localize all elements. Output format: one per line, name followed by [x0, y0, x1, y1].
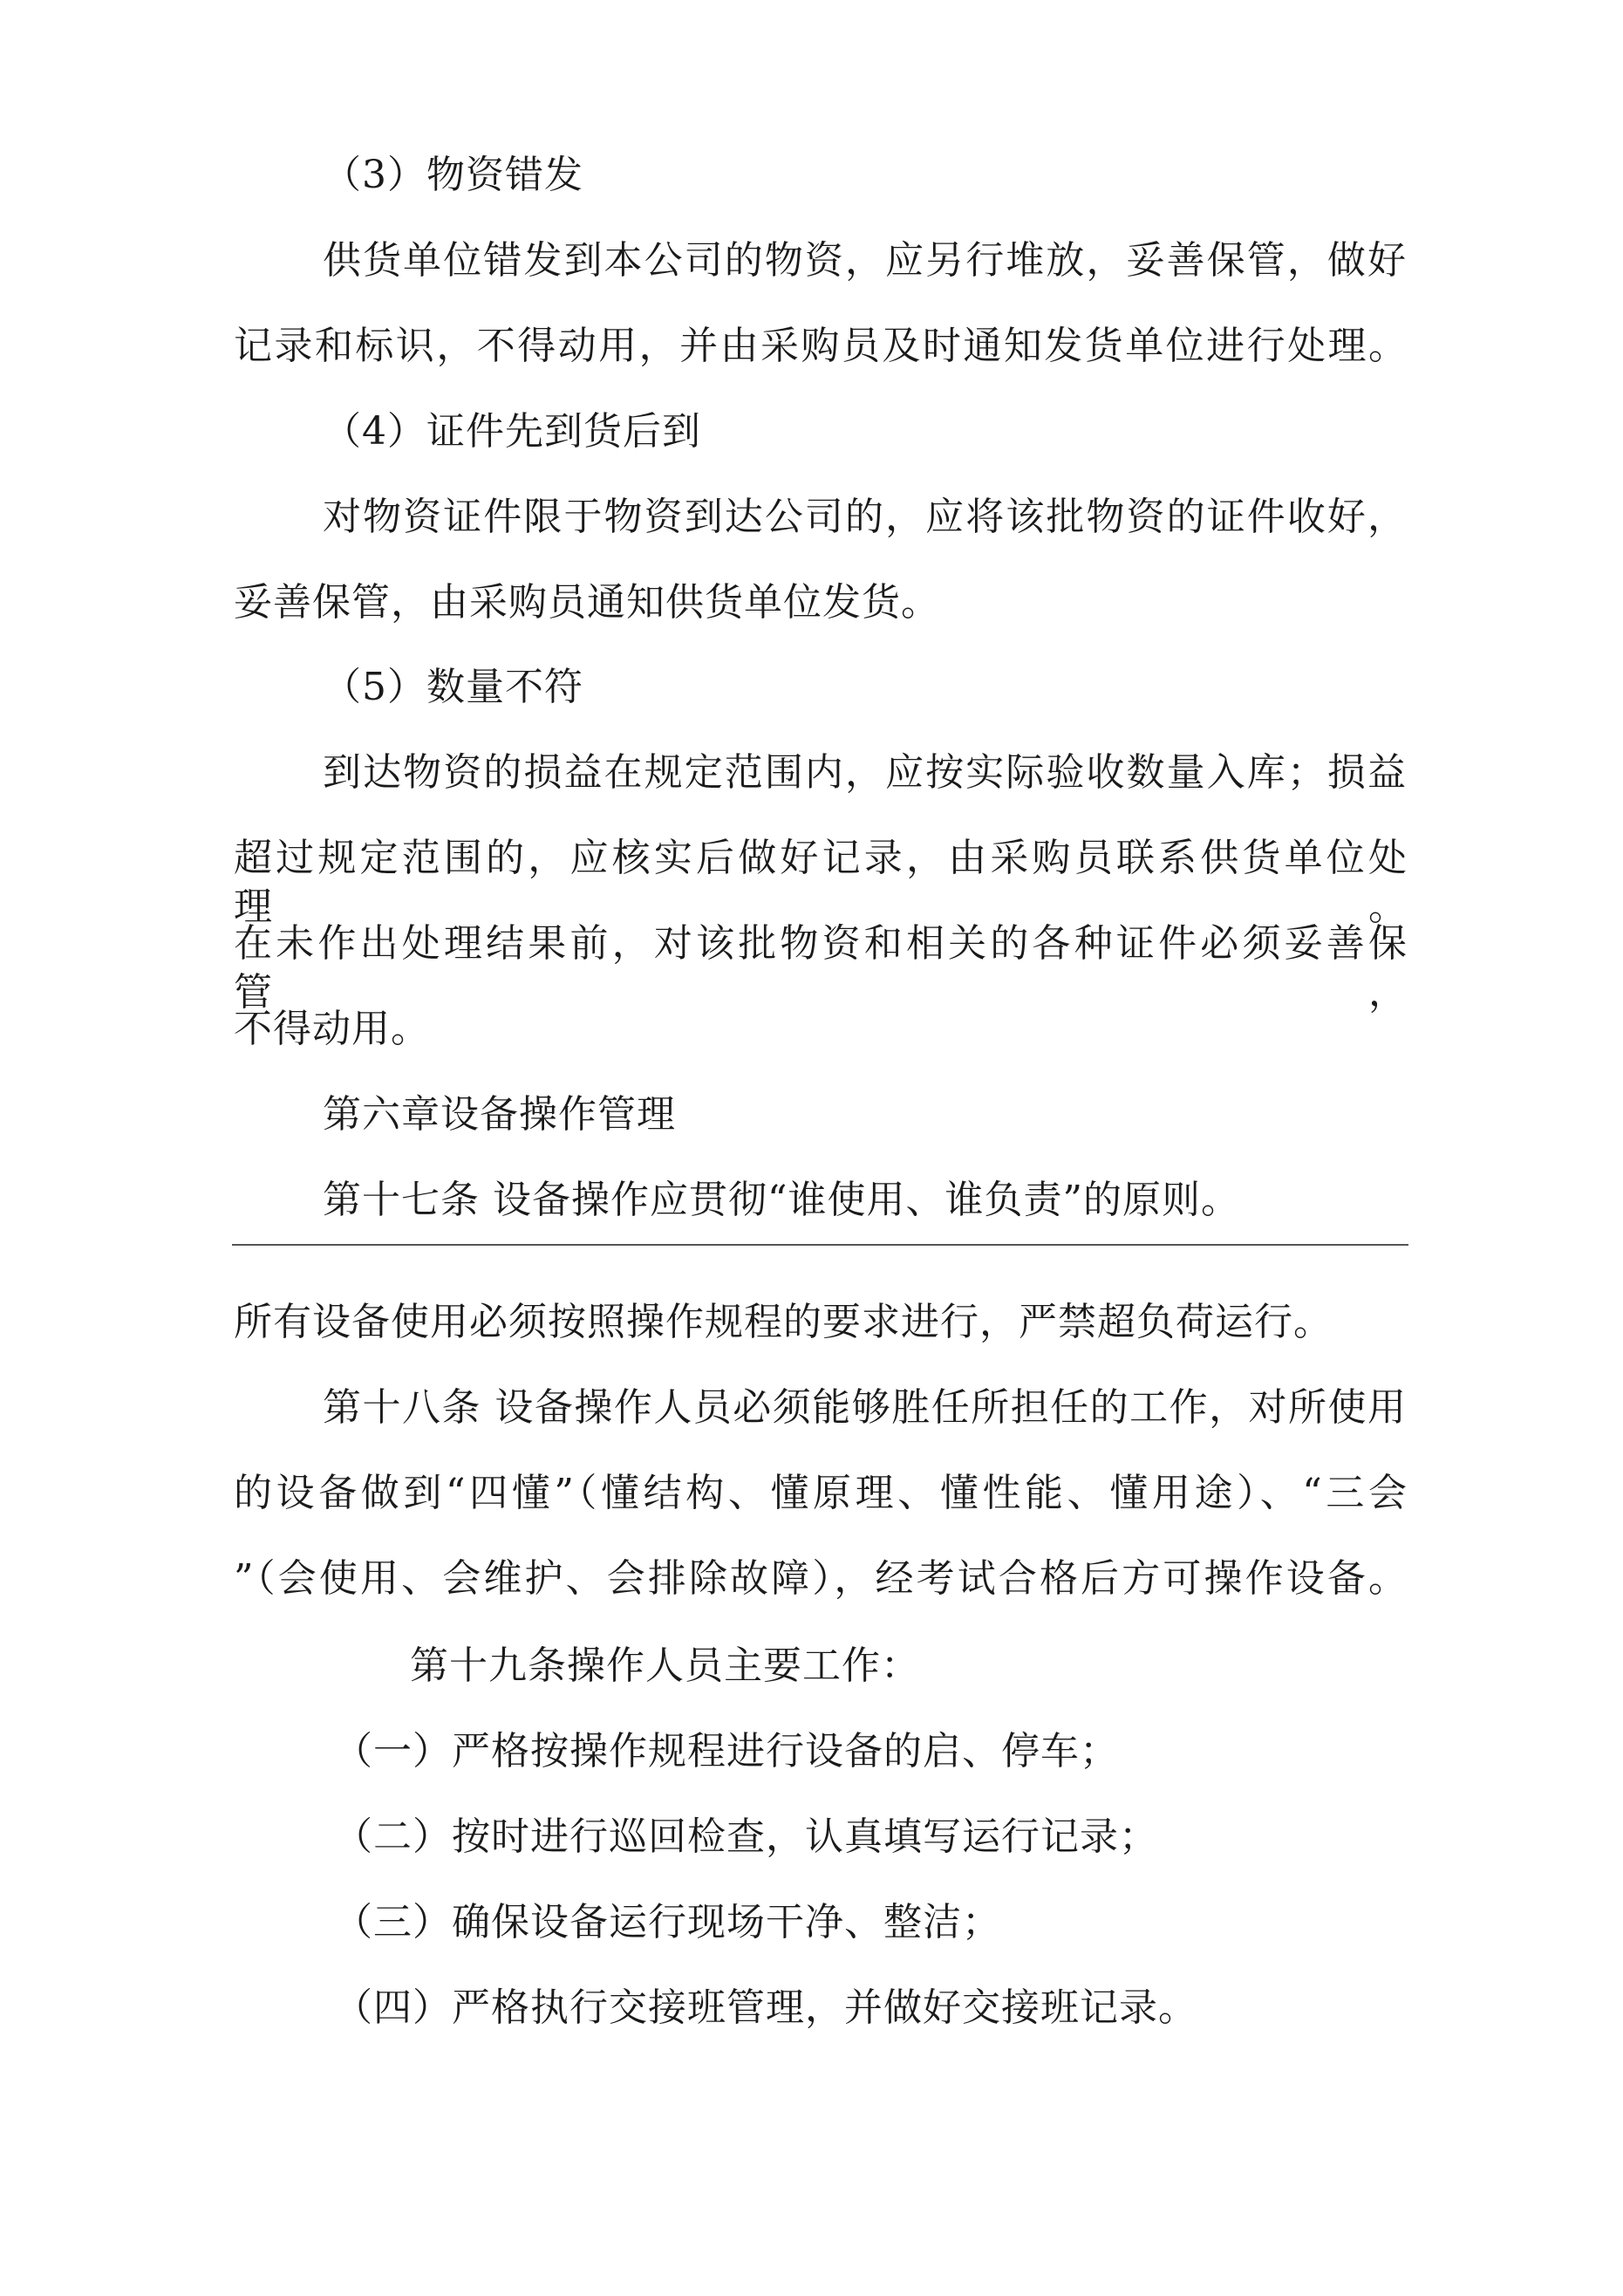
item5-body-line: 到达物资的损益在规定范围内，应按实际验收数量入库；损益	[323, 750, 1407, 795]
item3-body-line: 供货单位错发到本公司的物资，应另行堆放，妥善保管，做好	[323, 238, 1407, 283]
article-18-line: ”（会使用、会维护、会排除故障），经考试合格后方可操作设备。	[234, 1556, 1408, 1601]
item4-body-line: 对物资证件限于物资到达公司的，应将该批物资的证件收好，	[323, 495, 1407, 539]
duty-list-item: （一）严格按操作规程进行设备的启、停车；	[334, 1729, 1119, 1773]
item5-body-line: 在未作出处理结果前，对该批物资和相关的各种证件必须妥善保管，	[234, 921, 1408, 1015]
item5-body-line: 超过规定范围的，应核实后做好记录，由采购员联系供货单位处理。	[234, 836, 1408, 929]
page-break-divider	[232, 1244, 1408, 1246]
duty-list-item: （四）严格执行交接班管理，并做好交接班记录。	[334, 1985, 1197, 2030]
item4-heading: （4）证件先到货后到	[323, 409, 701, 454]
chapter-title: 第六章设备操作管理	[323, 1092, 676, 1137]
article-17-line: 所有设备使用必须按照操作规程的要求进行，严禁超负荷运行。	[234, 1300, 1333, 1344]
item5-body-line: 不得动用。	[234, 1007, 430, 1051]
item3-body-line: 记录和标识，不得动用，并由采购员及时通知发货单位进行处理。	[234, 324, 1408, 368]
article-19-heading: 第十九条操作人员主要工作：	[410, 1643, 920, 1688]
duty-list-item: （二）按时进行巡回检查，认真填写运行记录；	[334, 1814, 1158, 1859]
article-18-line: 第十八条 设备操作人员必须能够胜任所担任的工作，对所使用	[323, 1385, 1407, 1430]
item3-heading: （3）物资错发	[323, 153, 583, 197]
article-17-line: 第十七条 设备操作应贯彻“谁使用、谁负责”的原则。	[323, 1178, 1240, 1222]
item4-body-line: 妥善保管，由采购员通知供货单位发货。	[234, 580, 940, 625]
item5-heading: （5）数量不符	[323, 665, 583, 709]
duty-list-item: （三）确保设备运行现场干净、整洁；	[334, 1900, 1001, 1944]
article-18-line: 的设备做到“四懂”（懂结构、懂原理、懂性能、懂用途）、“三会	[234, 1471, 1408, 1515]
